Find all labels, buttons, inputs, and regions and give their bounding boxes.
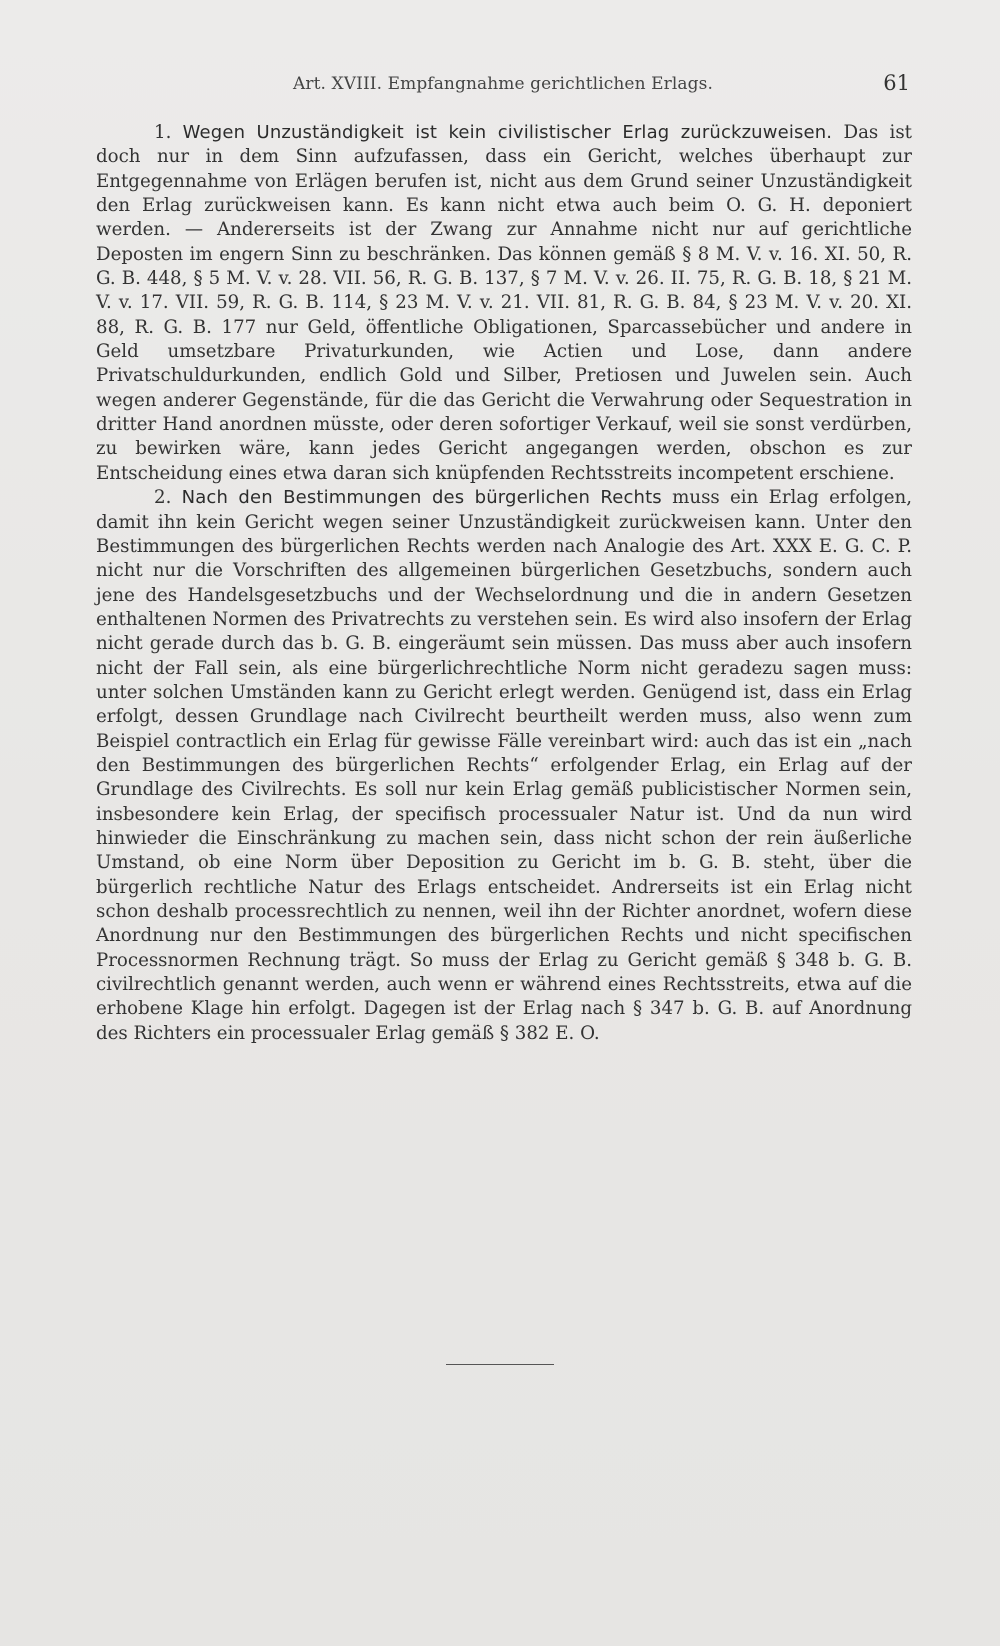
paragraph-2	[96, 486, 912, 1046]
paragraph-1-number: 1.	[154, 122, 172, 143]
paragraph-2-number: 2.	[154, 487, 172, 509]
paragraph-2-text: muss ein Erlag erfolgen, damit ihn kein Gericht wegen seiner Unzuständigkeit zurückweisen kann. Unter den Bestimmungen des bürgerlichen Rechts werden nach Analogie des Art. XXX E. G. C. P. nicht nur die Vorschriften des allgemeinen bürgerlichen Gesetzbuchs, sondern auch jene des Handelsgesetzbuchs und der Wechselordnung und die in andern Gesetzen enthaltenen Normen des Privatrechts zu verstehen sein. Es wird also insofern der Erlag nicht gerade durch das b. G. B. eingeräumt sein müssen. Das muss aber auch insofern nicht der Fall sein, als eine bürgerlichrechtliche Norm nicht geradezu sagen muss: unter solchen Umständen kann zu Gericht erlegt werden. Genügend ist, dass ein Erlag erfolgt, dessen Grundlage nach Civilrecht beurtheilt werden muss, also wenn zum Beispiel contractlich ein Erlag für gewisse Fälle vereinbart wird: auch das ist ein „nach den Bestimmungen des bürgerlichen Rechts“ erfolgender Erlag, ein Erlag auf der Grundlage des Civilrechts. Es soll nur kein Erlag gemäß publicistischer Normen sein, insbesondere kein Erlag, der specifisch processualer Natur ist. Und da nun wird hinwieder die Einschränkung zu machen sein, dass nicht schon der rein äußerliche Umstand, ob eine Norm über Deposition zu Gericht im b. G. B. steht, über die bürgerlich rechtliche Natur des Erlags entscheidet. Andrerseits ist ein Erlag nicht schon deshalb processrechtlich zu nennen, weil ihn der Richter anordnet, wofern diese Anordnung nur den Bestimmungen des bürgerlichen Rechts und nicht specifischen Processnormen Rechnung trägt. So muss der Erlag zu Gericht gemäß § 348 b. G. B. civilrechtlich genannt werden, auch wenn er während eines Rechtsstreits, etwa auf die erhobene Klage hin erfolgt. Dagegen ist der Erlag nach § 347 b. G. B. auf Anordnung des Richters ein processualer Erlag gemäß § 382 E. O.	[96, 487, 912, 1044]
paragraph-1-text: Das ist doch nur in dem Sinn aufzufassen, dass ein Gericht, welches überhaupt zur Entgegennahme von Erlägen berufen ist, nicht aus dem Grund seiner Unzuständigkeit den Erlag zurückweisen kann. Es kann nicht etwa auch beim O. G. H. deponiert werden. — Andererseits ist der Zwang zur Annahme nicht nur auf gerichtliche Deposten im engern Sinn zu beschränken. Das können gemäß § 8 M. V. v. 16. XI. 50, R. G. B. 448, § 5 M. V. v. 28. VII. 56, R. G. B. 137, § 7 M. V. v. 26. II. 75, R. G. B. 18, § 21 M. V. v. 17. VII. 59, R. G. B. 114, § 23 M. V. v. 21. VII. 81, R. G. B. 84, § 23 M. V. v. 20. XI. 88, R. G. B. 177 nur Geld, öffentliche Obligationen, Sparcassebücher und andere in Geld umsetzbare Privaturkunden, wie Actien und Lose, dann andere Privatschuldurkunden, endlich Gold und Silber, Pretiosen und Juwelen sein. Auch wegen anderer Gegenstände, für die das Gericht die Verwahrung oder Sequestration in dritter Hand anordnen müsste, oder deren sofortiger Verkauf, weil sie sonst verdürben, zu bewirken wäre, kann jedes Gericht angegangen werden, obschon es zur Entscheidung eines etwa daran sich knüpfenden Rechtsstreits incompetent erschiene.	[96, 122, 912, 484]
paragraph-2-heading: Nach den Bestimmungen des bürgerlichen Rechts	[181, 487, 662, 509]
bottom-rule	[446, 1364, 554, 1365]
paragraph-1-heading: Wegen Unzuständigkeit ist kein civilistischer Erlag zurückzuweisen.	[182, 122, 833, 143]
paragraph-1	[96, 121, 912, 486]
running-head	[96, 71, 910, 104]
running-title: Art. XVIII. Empfangnahme gerichtlichen Erlags.	[293, 74, 713, 94]
body-text	[96, 121, 912, 1046]
page-number: 61	[883, 71, 910, 95]
